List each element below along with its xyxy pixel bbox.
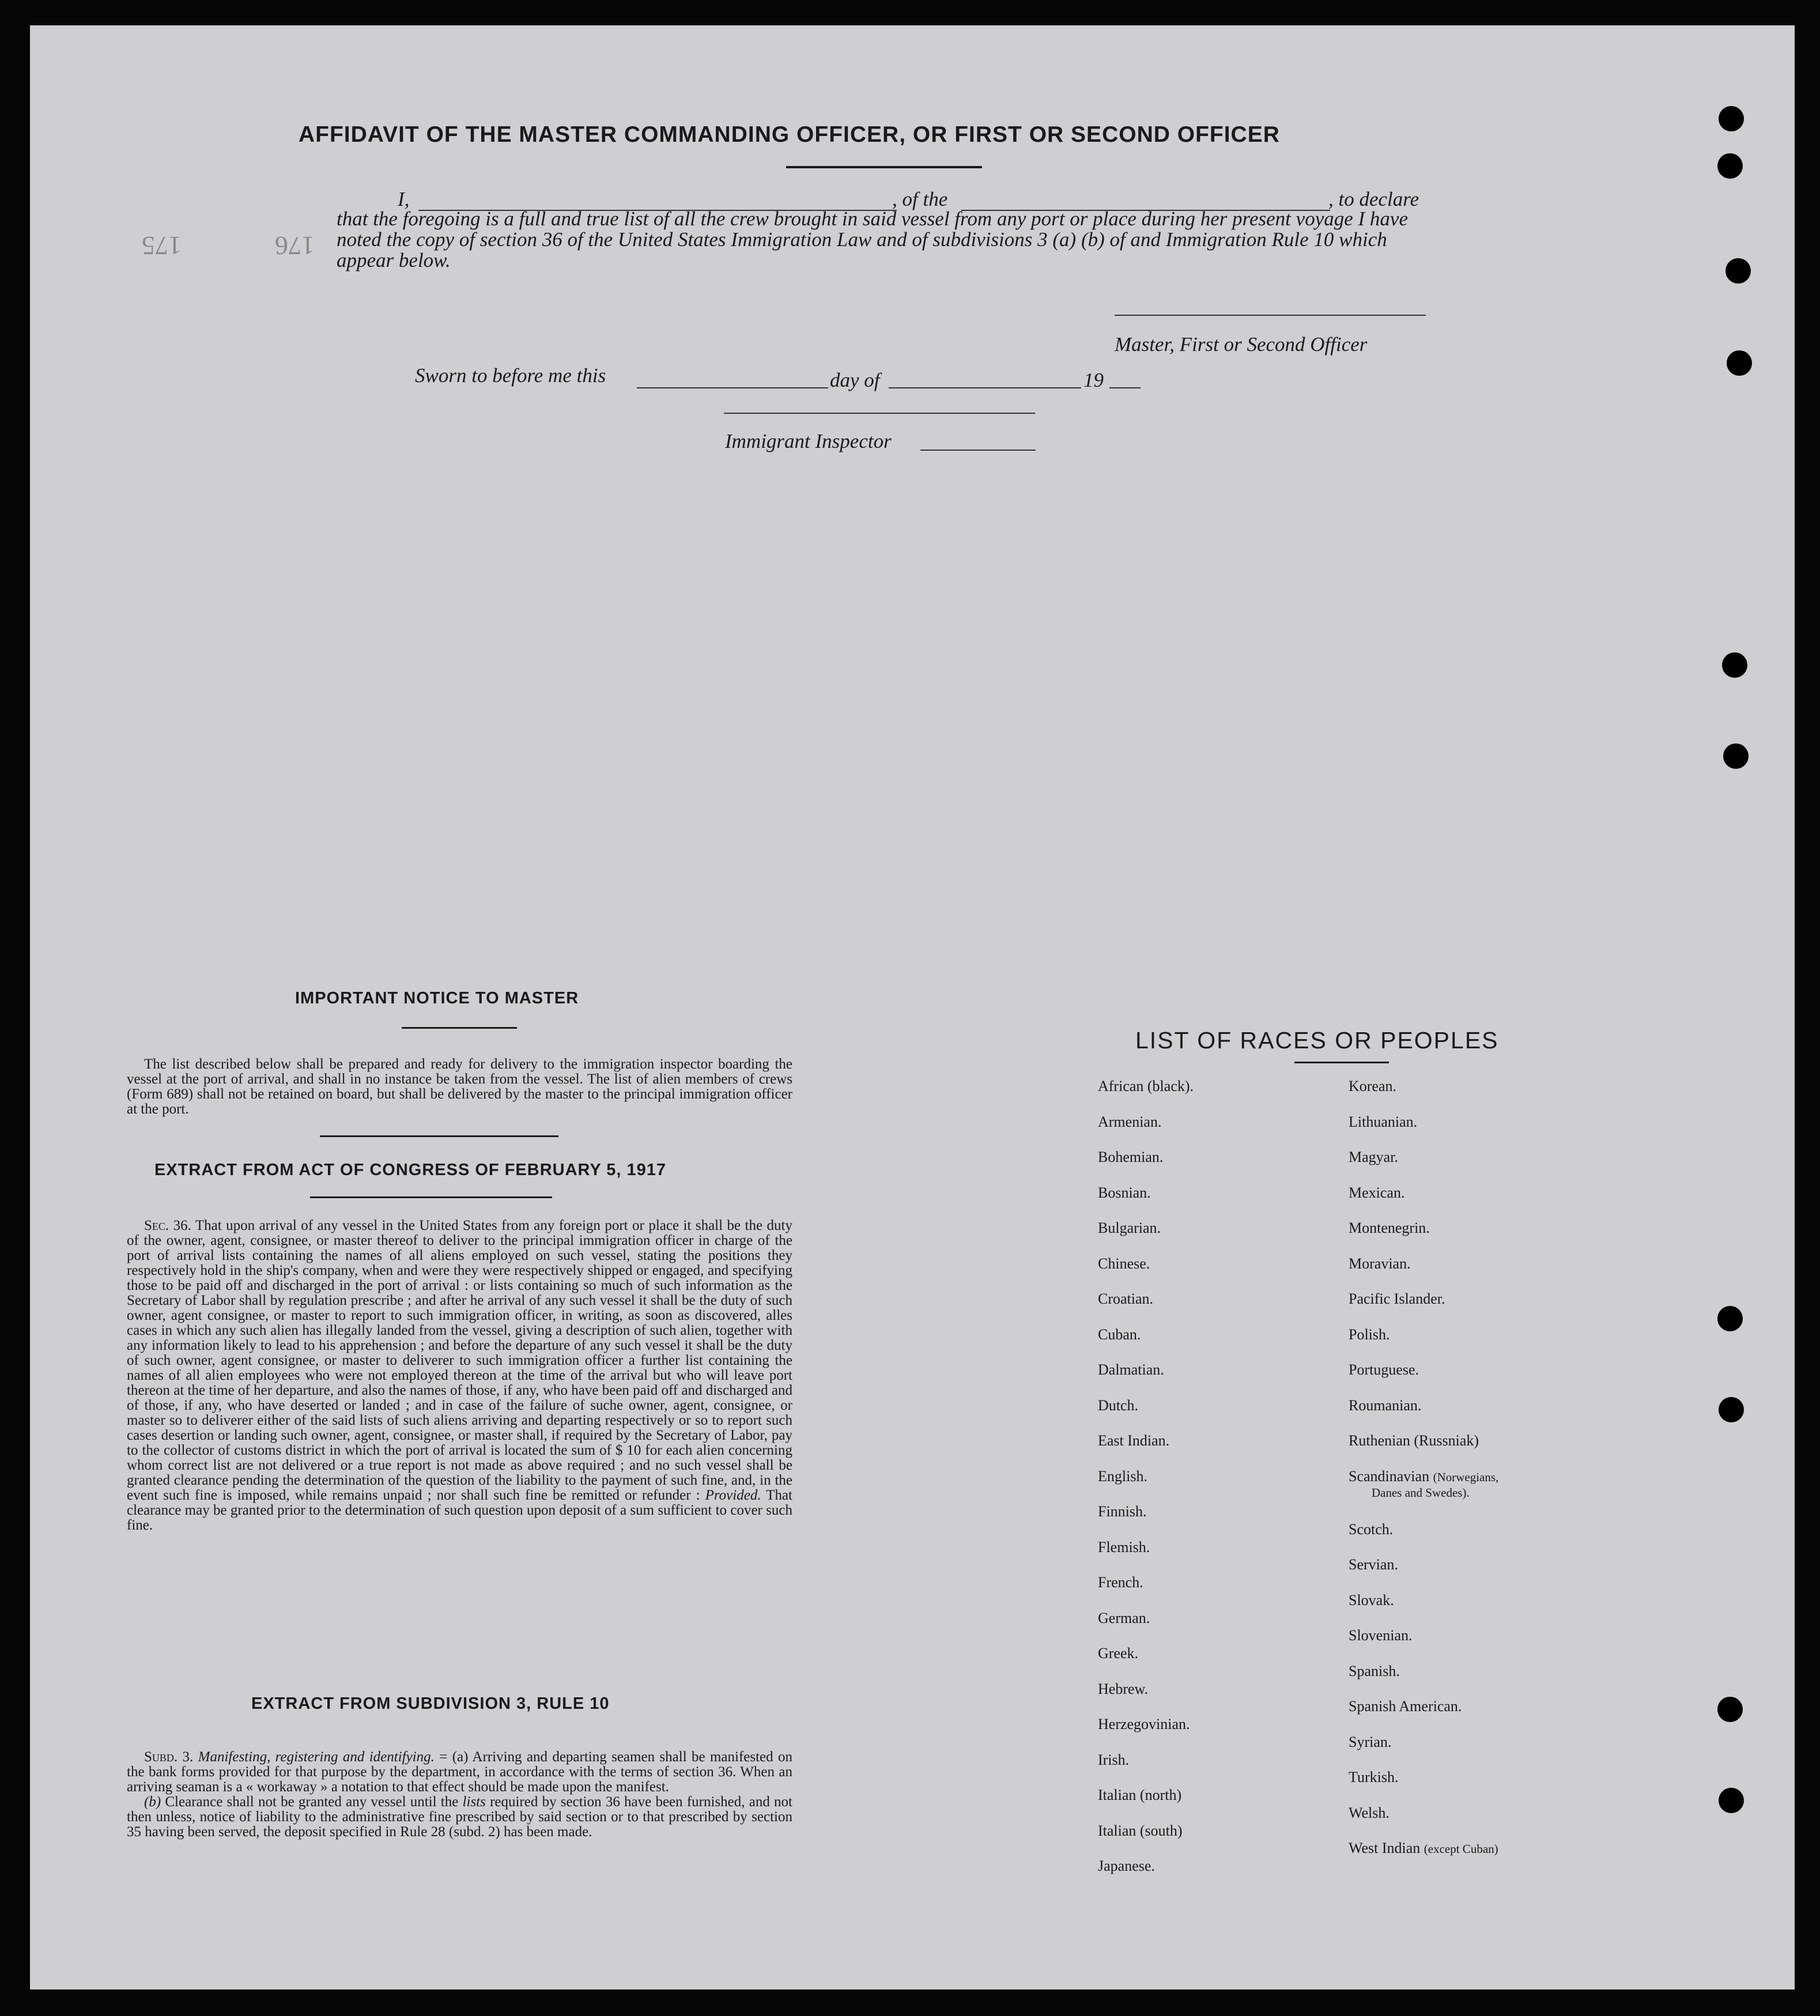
binder-hole: [1723, 743, 1749, 769]
race-item: West Indian: [1349, 1840, 1421, 1856]
to-declare-label: , to declare: [1328, 188, 1419, 210]
inspector-blank[interactable]: [920, 450, 1036, 451]
race-item: Dutch.: [1098, 1396, 1139, 1414]
race-item: Portuguese.: [1349, 1361, 1419, 1378]
race-item: Ruthenian (Russniak): [1349, 1432, 1479, 1449]
race-item: Roumanian.: [1349, 1396, 1422, 1414]
signature-line[interactable]: [1115, 315, 1426, 316]
race-item: Croatian.: [1098, 1290, 1154, 1307]
margin-number: 176: [274, 231, 315, 261]
notice-title: IMPORTANT NOTICE TO MASTER: [295, 989, 579, 1007]
binder-hole: [1719, 1397, 1744, 1422]
race-item: Scandinavian: [1349, 1467, 1430, 1485]
sworn-day-blank[interactable]: [637, 387, 828, 388]
of-the-label: , of the: [892, 188, 948, 210]
race-item: Chinese.: [1098, 1255, 1150, 1272]
race-item: Syrian.: [1349, 1733, 1392, 1750]
affidavit-body: [337, 209, 1429, 271]
rule-extract-title: EXTRACT FROM SUBDIVISION 3, RULE 10: [251, 1694, 610, 1713]
notice-underline: [402, 1027, 517, 1029]
race-item: Bulgarian.: [1098, 1220, 1161, 1236]
race-item: Servian.: [1349, 1556, 1398, 1573]
binder-hole: [1719, 1788, 1744, 1813]
race-item: Bosnian.: [1098, 1184, 1151, 1201]
race-item: Hebrew.: [1098, 1680, 1149, 1697]
notice-text-block: [127, 1057, 792, 1117]
race-item: Dalmatian.: [1098, 1361, 1164, 1378]
race-item: Japanese.: [1098, 1858, 1155, 1874]
title-underline: [786, 166, 982, 168]
binder-hole: [1717, 153, 1743, 179]
races-underline: [1294, 1062, 1389, 1063]
notice-divider: [320, 1135, 558, 1137]
day-of-label: day of: [830, 369, 880, 391]
affidavit-text: that the foregoing is a full and true list of all the crew brought in said vessel from any port or place during her present voyage I have noted the copy of section 36 of the United States Immigration Law and of subdivisions 3 (a) (b) of and Immigration Rule 10 which appear below.: [337, 207, 1408, 271]
race-item: Herzegovinian.: [1098, 1716, 1190, 1732]
race-item: Slovenian.: [1349, 1627, 1413, 1644]
race-item: Pacific Islander.: [1349, 1290, 1445, 1307]
provided-label: Provided.: [705, 1488, 761, 1503]
sworn-label: Sworn to before me this: [415, 364, 606, 387]
race-item: Magyar.: [1349, 1149, 1398, 1165]
act-text-2: That clearance may be granted prior to the determination of such question upon deposit of a sum sufficient to cover such fine.: [127, 1488, 793, 1533]
race-item: Cuban.: [1098, 1326, 1141, 1343]
year-blank[interactable]: [1109, 387, 1141, 388]
race-item: Mexican.: [1349, 1184, 1405, 1201]
races-right-column: [1349, 1079, 1498, 1877]
subd-heading: Manifesting, registering and identifying.: [198, 1749, 435, 1765]
race-item: Scotch.: [1349, 1520, 1394, 1538]
race-item: Flemish.: [1098, 1538, 1150, 1556]
act-extract-block: [127, 1218, 792, 1533]
binder-hole: [1719, 106, 1744, 131]
affidavit-title: AFFIDAVIT OF THE MASTER COMMANDING OFFICER, OR FIRST OR SECOND OFFICER: [299, 122, 1280, 147]
margin-number: 175: [142, 231, 182, 261]
para-a: = (a) Arriving and departing seamen shall be manifested on the bank forms provided for that purpose by the department, in accordance with the terms of section 36. When an arriving seaman is a « workaway » a notation to that effect should be made upon the manifest.: [127, 1749, 792, 1795]
section-label: Sec. 36.: [144, 1218, 191, 1233]
race-item-west-indian: [1349, 1841, 1498, 1877]
race-item: Montenegrin.: [1349, 1220, 1430, 1236]
race-item: Italian (south): [1098, 1822, 1183, 1839]
signature-label: Master, First or Second Officer: [1115, 333, 1368, 356]
binder-hole: [1725, 258, 1751, 284]
act-underline: [310, 1196, 552, 1198]
inspector-signature-line[interactable]: [724, 413, 1035, 414]
race-item: Bohemian.: [1098, 1149, 1164, 1165]
race-item: Spanish American.: [1349, 1698, 1462, 1715]
subd-label: Subd. 3.: [144, 1749, 194, 1765]
para-b-lists: lists: [462, 1794, 486, 1810]
race-item: French.: [1098, 1574, 1143, 1591]
race-item: Slovak.: [1349, 1591, 1394, 1609]
race-item-scandinavian: [1349, 1469, 1498, 1522]
sworn-month-blank[interactable]: [889, 387, 1081, 388]
race-item: Turkish.: [1349, 1769, 1399, 1785]
race-item: Italian (north): [1098, 1787, 1182, 1803]
race-note: (Norwegians,: [1433, 1470, 1499, 1484]
para-b-label: (b): [144, 1794, 161, 1810]
act-extract-title: EXTRACT FROM ACT OF CONGRESS OF FEBRUARY 5, 1917: [154, 1161, 667, 1179]
races-title: LIST OF RACES OR PEOPLES: [1135, 1027, 1499, 1054]
rule-extract-block: [127, 1750, 792, 1840]
race-item: Korean.: [1349, 1078, 1397, 1094]
race-note: (except Cuban): [1423, 1842, 1498, 1856]
para-b-text-1: Clearance shall not be granted any vessel until the: [165, 1794, 459, 1810]
race-item: Finnish.: [1098, 1503, 1147, 1520]
act-text-1: That upon arrival of any vessel in the United States from any foreign port or place it shall be the duty of the owner, agent, consignee, or master thereof to deliver to the principal immigration officer in charge of the port of arrival lists containing the names of all aliens employed on such vessel, stating the positions they respectively hold in the ship's company, when and were they were respectively shipped or engaged, and specifying those to be paid off and discharged in the port of arrival : or lists containing so much of such information as the Secretary of Labor shall by regulation prescribe ; and after he arrival of any such vessel it shall be the duty of such owner, agent consignee, or master to report to such immigration officer, in writing, as soon as discovered, alles cases in which any such alien has illegally landed from the vessel, giving a description of such alien, together with any information likely to lead to his apprehension ; and before the departure of any such vessel it shall be the duty of such owner, agent consignee, or master to deliverer to such immigration officer a further list containing the names of all alien employees who were not employed thereon at the time of the arrival but who will leave port thereon at the time of her departure, and also the names of those, if any, who have been paid off and discharged and of those, if any, who have deserted or landed ; and in case of the failure of suche owner, agent, consignee, or master so to deliverer either of the said lists of such aliens arriving and departing respectively or so to report such cases desertion or landing such owner, agent, consignee, or master shall, if required by the Secretary of Labor, pay to the collector of customs district in which the port of arrival is located the sum of $ 10 for each alien concerning whom correct list are not delivered or a true report is not made as above required ; and no such vessel shall be granted clearance pending the determination of the question of the liability to the payment of such fine, and, in the event such fine is imposed, while remains unpaid ; nor shall such fine be remitted or refunder :: [127, 1218, 792, 1503]
race-item: Armenian.: [1098, 1113, 1162, 1130]
race-note: Danes and Swedes).: [1372, 1485, 1470, 1500]
race-item: Spanish.: [1349, 1662, 1400, 1679]
binder-hole: [1717, 1697, 1743, 1722]
race-item: German.: [1098, 1609, 1150, 1626]
notice-text: The list described below shall be prepared and ready for delivery to the immigration inspector boarding the vessel at the port of arrival, and shall in no instance be taken from the vessel. The list of alien members of crews (Form 689) shall not be retained on board, but shall be delivered by the master to the principal immigration officer at the port.: [127, 1056, 792, 1117]
para-b-text-2: required by section 36 have been furnished, and not then unless, notice of liability to the administrative fine prescribed by said section or to that prescribed by section 35 having been served, the deposit specified in Rule 28 (subd. 2) has been made.: [127, 1794, 792, 1840]
i-label: I,: [398, 188, 410, 210]
race-item: Greek.: [1098, 1645, 1139, 1662]
race-item: East Indian.: [1098, 1432, 1170, 1449]
race-item: Lithuanian.: [1349, 1113, 1418, 1130]
binder-hole: [1722, 652, 1747, 678]
race-item: Moravian.: [1349, 1255, 1411, 1272]
race-item: African (black).: [1098, 1078, 1194, 1094]
binder-hole: [1717, 1306, 1743, 1331]
year-label: 19: [1083, 369, 1104, 391]
binder-hole: [1727, 350, 1752, 376]
race-item: Welsh.: [1349, 1804, 1389, 1821]
inspector-label: Immigrant Inspector: [725, 430, 892, 452]
race-item: Irish.: [1098, 1751, 1130, 1768]
race-item: Polish.: [1349, 1326, 1390, 1343]
races-left-column: [1098, 1079, 1194, 1894]
race-item: English.: [1098, 1467, 1147, 1485]
